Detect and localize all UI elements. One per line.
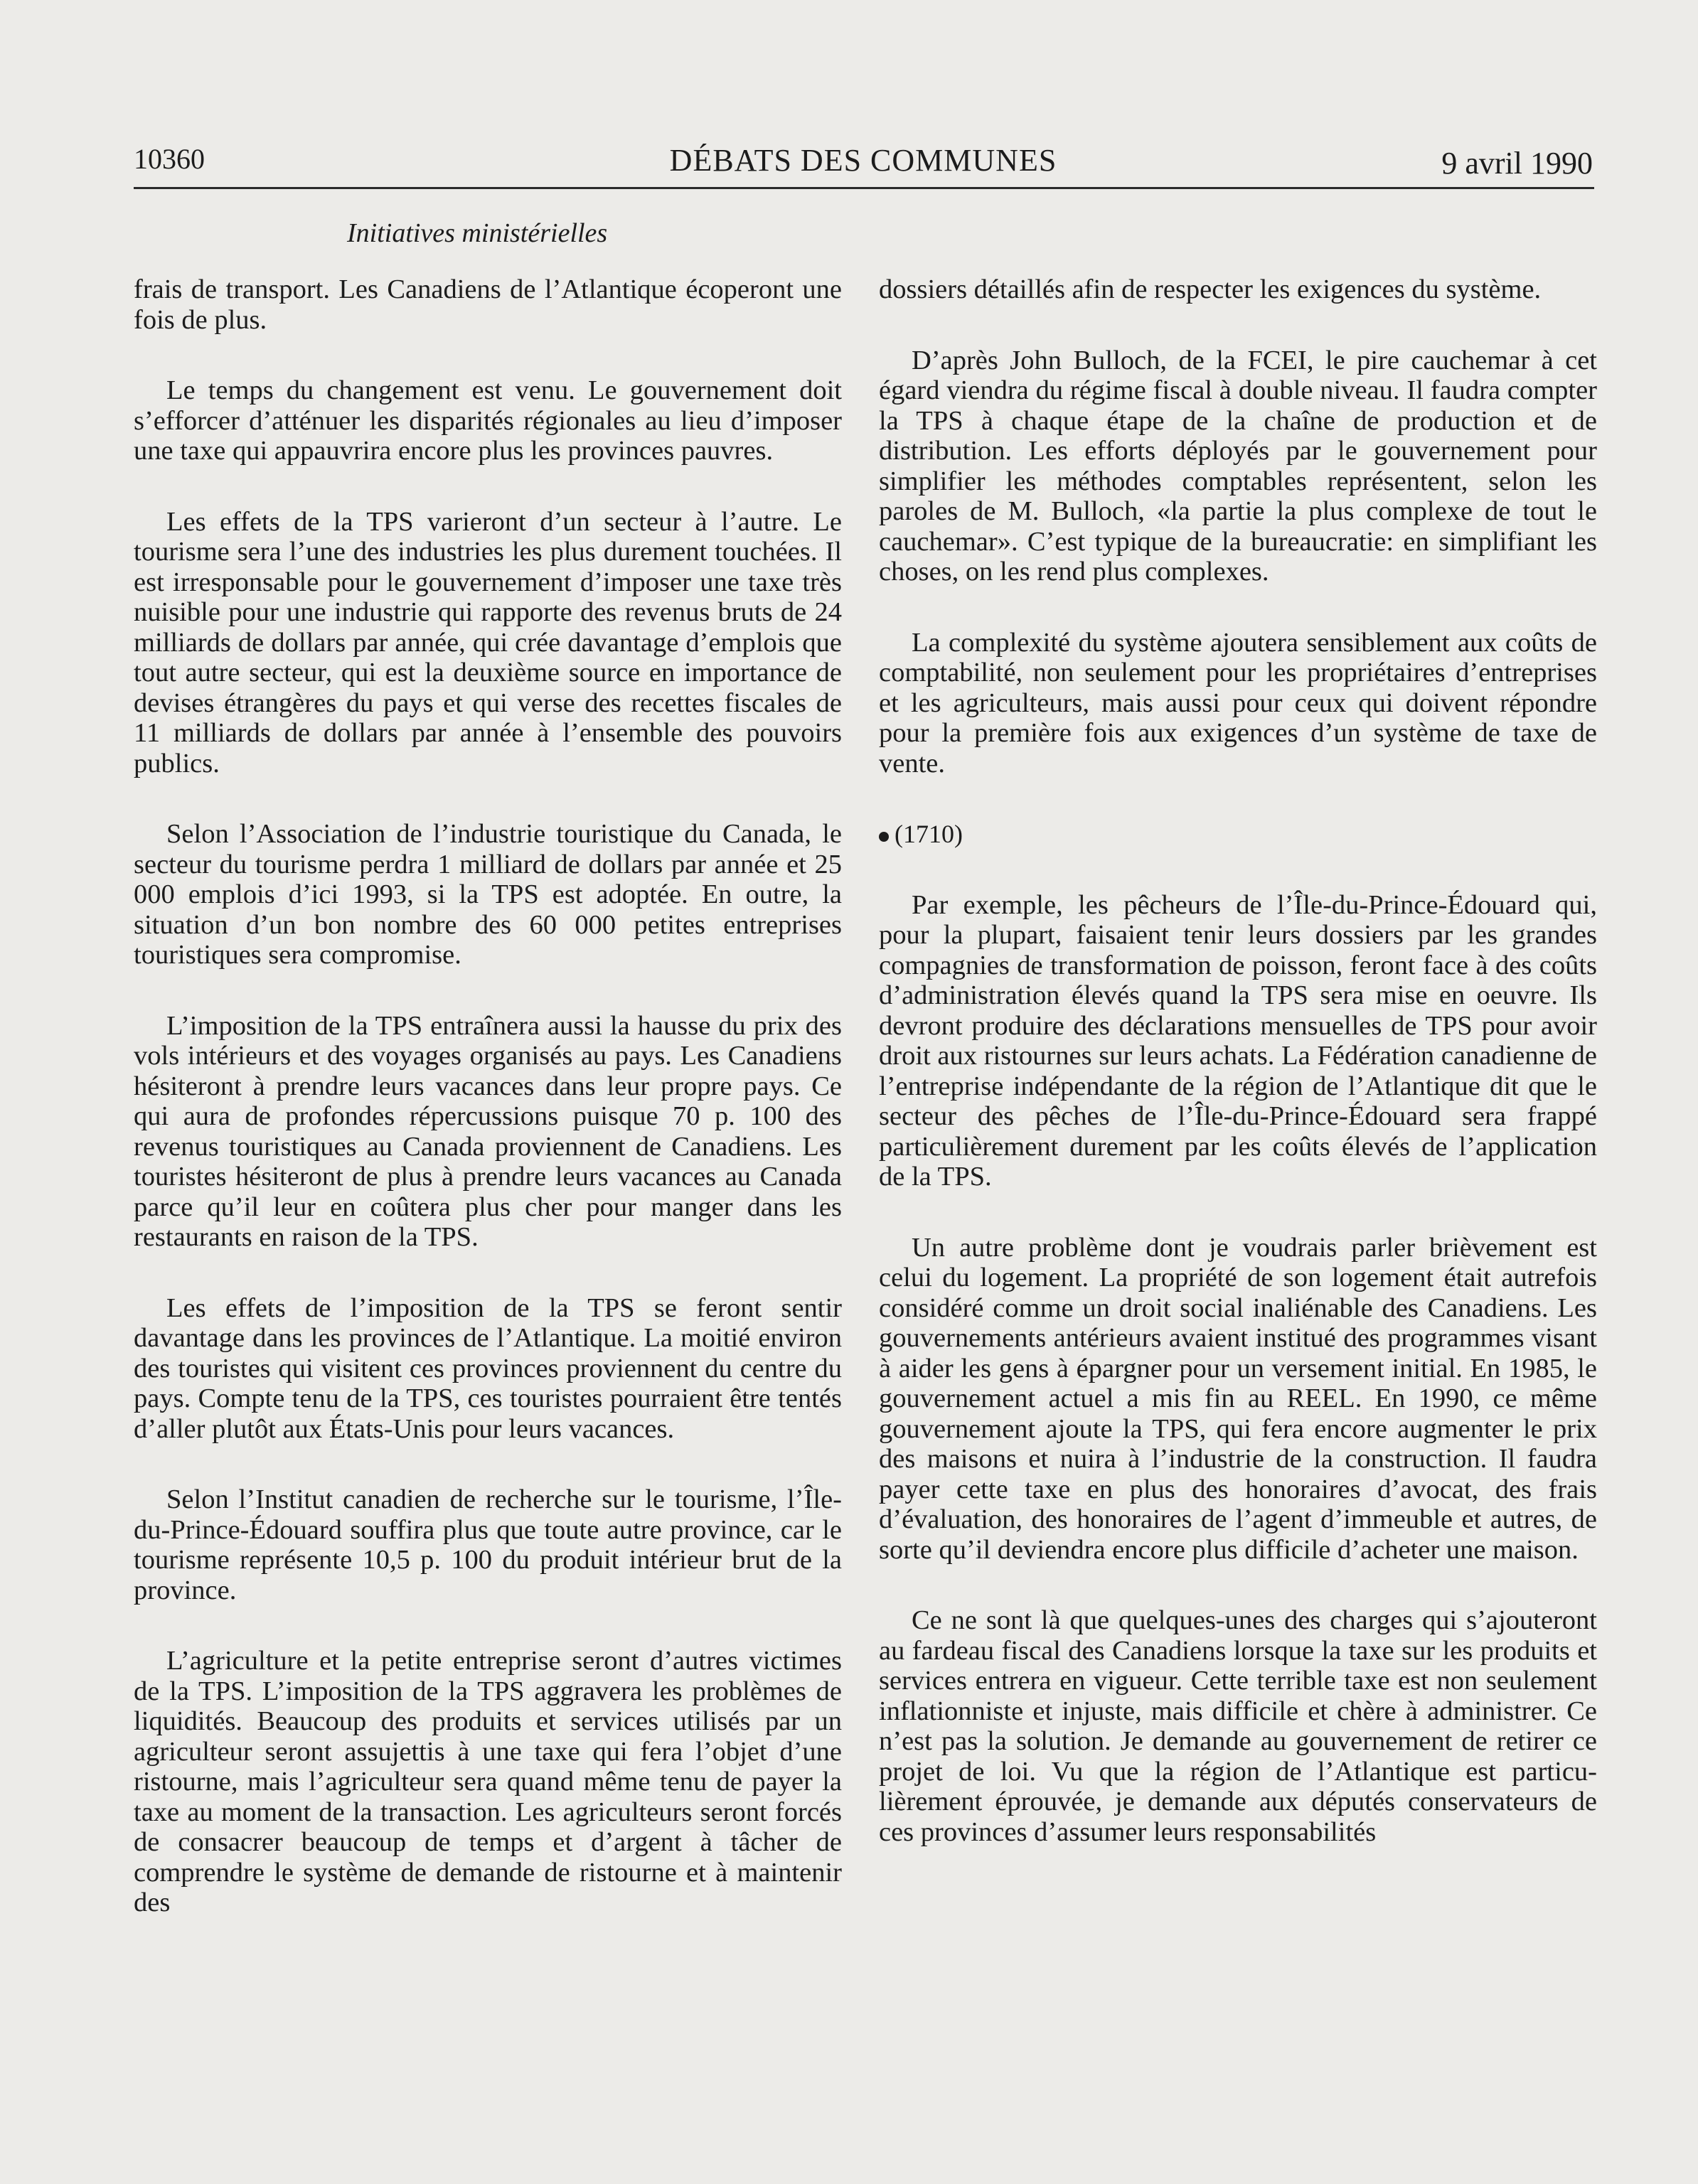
header-rule (134, 187, 1594, 189)
left-column (134, 274, 842, 1959)
paragraph: Ce ne sont là que quelques-unes des charges qui s’ajouteront au fardeau fiscal des Canadiens lorsque la taxe sur les produits et services entrera en vigueur. Cette terrible taxe est non seulement inflationniste et injuste, mais difficile et chère à administrer. Ce n’est pas la solution. Je demande au gouvernement de retirer ce projet de loi. Vu que la région de l’Atlantique est particulièrement éprouvée, je demande aux députés conservateurs de ces provinces d’assumer leurs responsabilités (879, 1605, 1597, 1847)
section-title: Initiatives ministérielles (347, 218, 608, 248)
paragraph: La complexité du système ajoutera sensiblement aux coûts de comptabilité, non seulement pour les propriétaires d’entreprises et les agriculteurs, mais aussi pour ceux qui doivent répondre pour la première fois aux exigences d’un système de taxe de vente. (879, 627, 1597, 778)
paragraph: Les effets de la TPS varieront d’un secteur à l’autre. Le tourisme sera l’une des industries les plus durement touchées. Il est irresponsable pour le gouvernement d’imposer une taxe très nuisible pour une industrie qui rapporte des revenus bruts de 24 milliards de dollars par année, qui crée davantage d’emplois que tout autre secteur, qui est la deuxième source en importance de devises étrangères du pays et qui verse des recettes fiscales de 11 milliards de dollars par année à l’ensemble des pouvoirs publics. (134, 506, 842, 778)
paragraph: Le temps du changement est venu. Le gouvernement doit s’efforcer d’atténuer les disparités régionales au lieu d’imposer une taxe qui appauvrira encore plus les provinces pauvres. (134, 375, 842, 466)
paragraph: frais de transport. Les Canadiens de l’Atlantique écoperont une fois de plus. (134, 274, 842, 335)
paragraph: D’après John Bulloch, de la FCEI, le pire cauchemar à cet égard viendra du régime fiscal à double niveau. Il faudra compter la TPS à chaque étape de la chaîne de production et de distribution. Les efforts déployés par le gouvernement pour simplifier les méthodes comptables représentent, selon les paroles de M. Bulloch, «la partie la plus complexe de tout le cauchemar». C’est typique de la bureaucratie: en simplifiant les choses, on les rend plus complexes. (879, 345, 1597, 587)
issue-date: 9 avril 1990 (1441, 146, 1593, 181)
page-number: 10360 (134, 143, 205, 175)
bullet-icon (879, 832, 889, 842)
time-marker-label: (1710) (895, 820, 963, 848)
paragraph: Selon l’Association de l’industrie touristique du Canada, le secteur du tourisme perdra 1 milliard de dollars par année et 25 000 emplois d’ici 1993, si la TPS est adoptée. En outre, la situation d’un bon nombre des 60 000 petites entreprises touristiques sera compromise. (134, 819, 842, 970)
paragraph: Un autre problème dont je voudrais parler brièvement est celui du logement. La propriété de son logement était autrefois considéré comme un droit social inaliénable des Canadiens. Les gouvernements antérieurs avaient institué des programmes visant à aider les gens à épargner pour un versement initial. En 1985, le gouvernement actuel a mis fin au REEL. En 1990, ce même gouvernement ajoute la TPS, qui fera encore augmenter le prix des maisons et nuira à l’industrie de la construction. Il faudra payer cette taxe en plus des honoraires d’avocat, des frais d’évaluation, des honoraires de l’agent d’immeuble et autres, de sorte qu’il deviendra encore plus difficile d’acheter une maison. (879, 1232, 1597, 1565)
paragraph: Les effets de l’imposition de la TPS se feront sentir davantage dans les provinces de l’Atlantique. La moitié environ des touristes qui visitent ces provinces proviennent du centre du pays. Compte tenu de la TPS, ces touristes pourraient être tentés d’aller plutôt aux États-Unis pour leurs vacances. (134, 1292, 842, 1444)
paragraph: L’agriculture et la petite entreprise seront d’autres victimes de la TPS. L’imposition de la TPS aggravera les problèmes de liquidités. Beaucoup des produits et services utilisés par un agriculteur seront assujettis à une taxe qui fera l’objet d’une ristourne, mais l’agriculteur sera quand même tenu de payer la taxe au moment de la transaction. Les agriculteurs seront forcés de consacrer beaucoup de temps et d’argent à tâcher de comprendre le système de demande de ristourne et à maintenir des (134, 1646, 842, 1917)
journal-title: DÉBATS DES COMMUNES (669, 143, 1057, 178)
right-column (879, 274, 1597, 1888)
time-marker (879, 819, 1597, 850)
paragraph: Selon l’Institut canadien de recherche sur le tourisme, l’Île-du-Prince-Édouard souffira plus que toute autre province, car le tourisme représente 10,5 p. 100 du produit intérieur brut de la province. (134, 1484, 842, 1605)
paragraph: L’imposition de la TPS entraînera aussi la hausse du prix des vols intérieurs et des voyages organisés au pays. Les Canadiens hésiteront à prendre leurs vacances dans leur propre pays. Ce qui aura de profondes répercussions puisque 70 p. 100 des revenus touristiques au Canada proviennent de Canadiens. Les touristes hésiteront de plus à prendre leurs vacances au Canada parce qu’il leur en coûtera plus cher pour manger dans les restaurants en raison de la TPS. (134, 1010, 842, 1252)
page-header (134, 142, 1593, 188)
paragraph: dossiers détaillés afin de respecter les exigences du système. (879, 274, 1542, 304)
paragraph: Par exemple, les pêcheurs de l’Île-du-Prince-Édouard qui, pour la plupart, faisaient tenir leurs dossiers par les grandes compagnies de transformation de poisson, feront face à des coûts d’administration élevés quand la TPS sera mise en oeuvre. Ils devront produire des déclarations mensuelles de TPS pour avoir droit aux ristournes sur leurs achats. La Fédération canadienne de l’entreprise indépendante de la région de l’Atlantique dit que le secteur des pêches de l’Île-du-Prince-Édouard sera frappé particulièrement durement par les coûts élevés de l’application de la TPS. (879, 889, 1597, 1192)
